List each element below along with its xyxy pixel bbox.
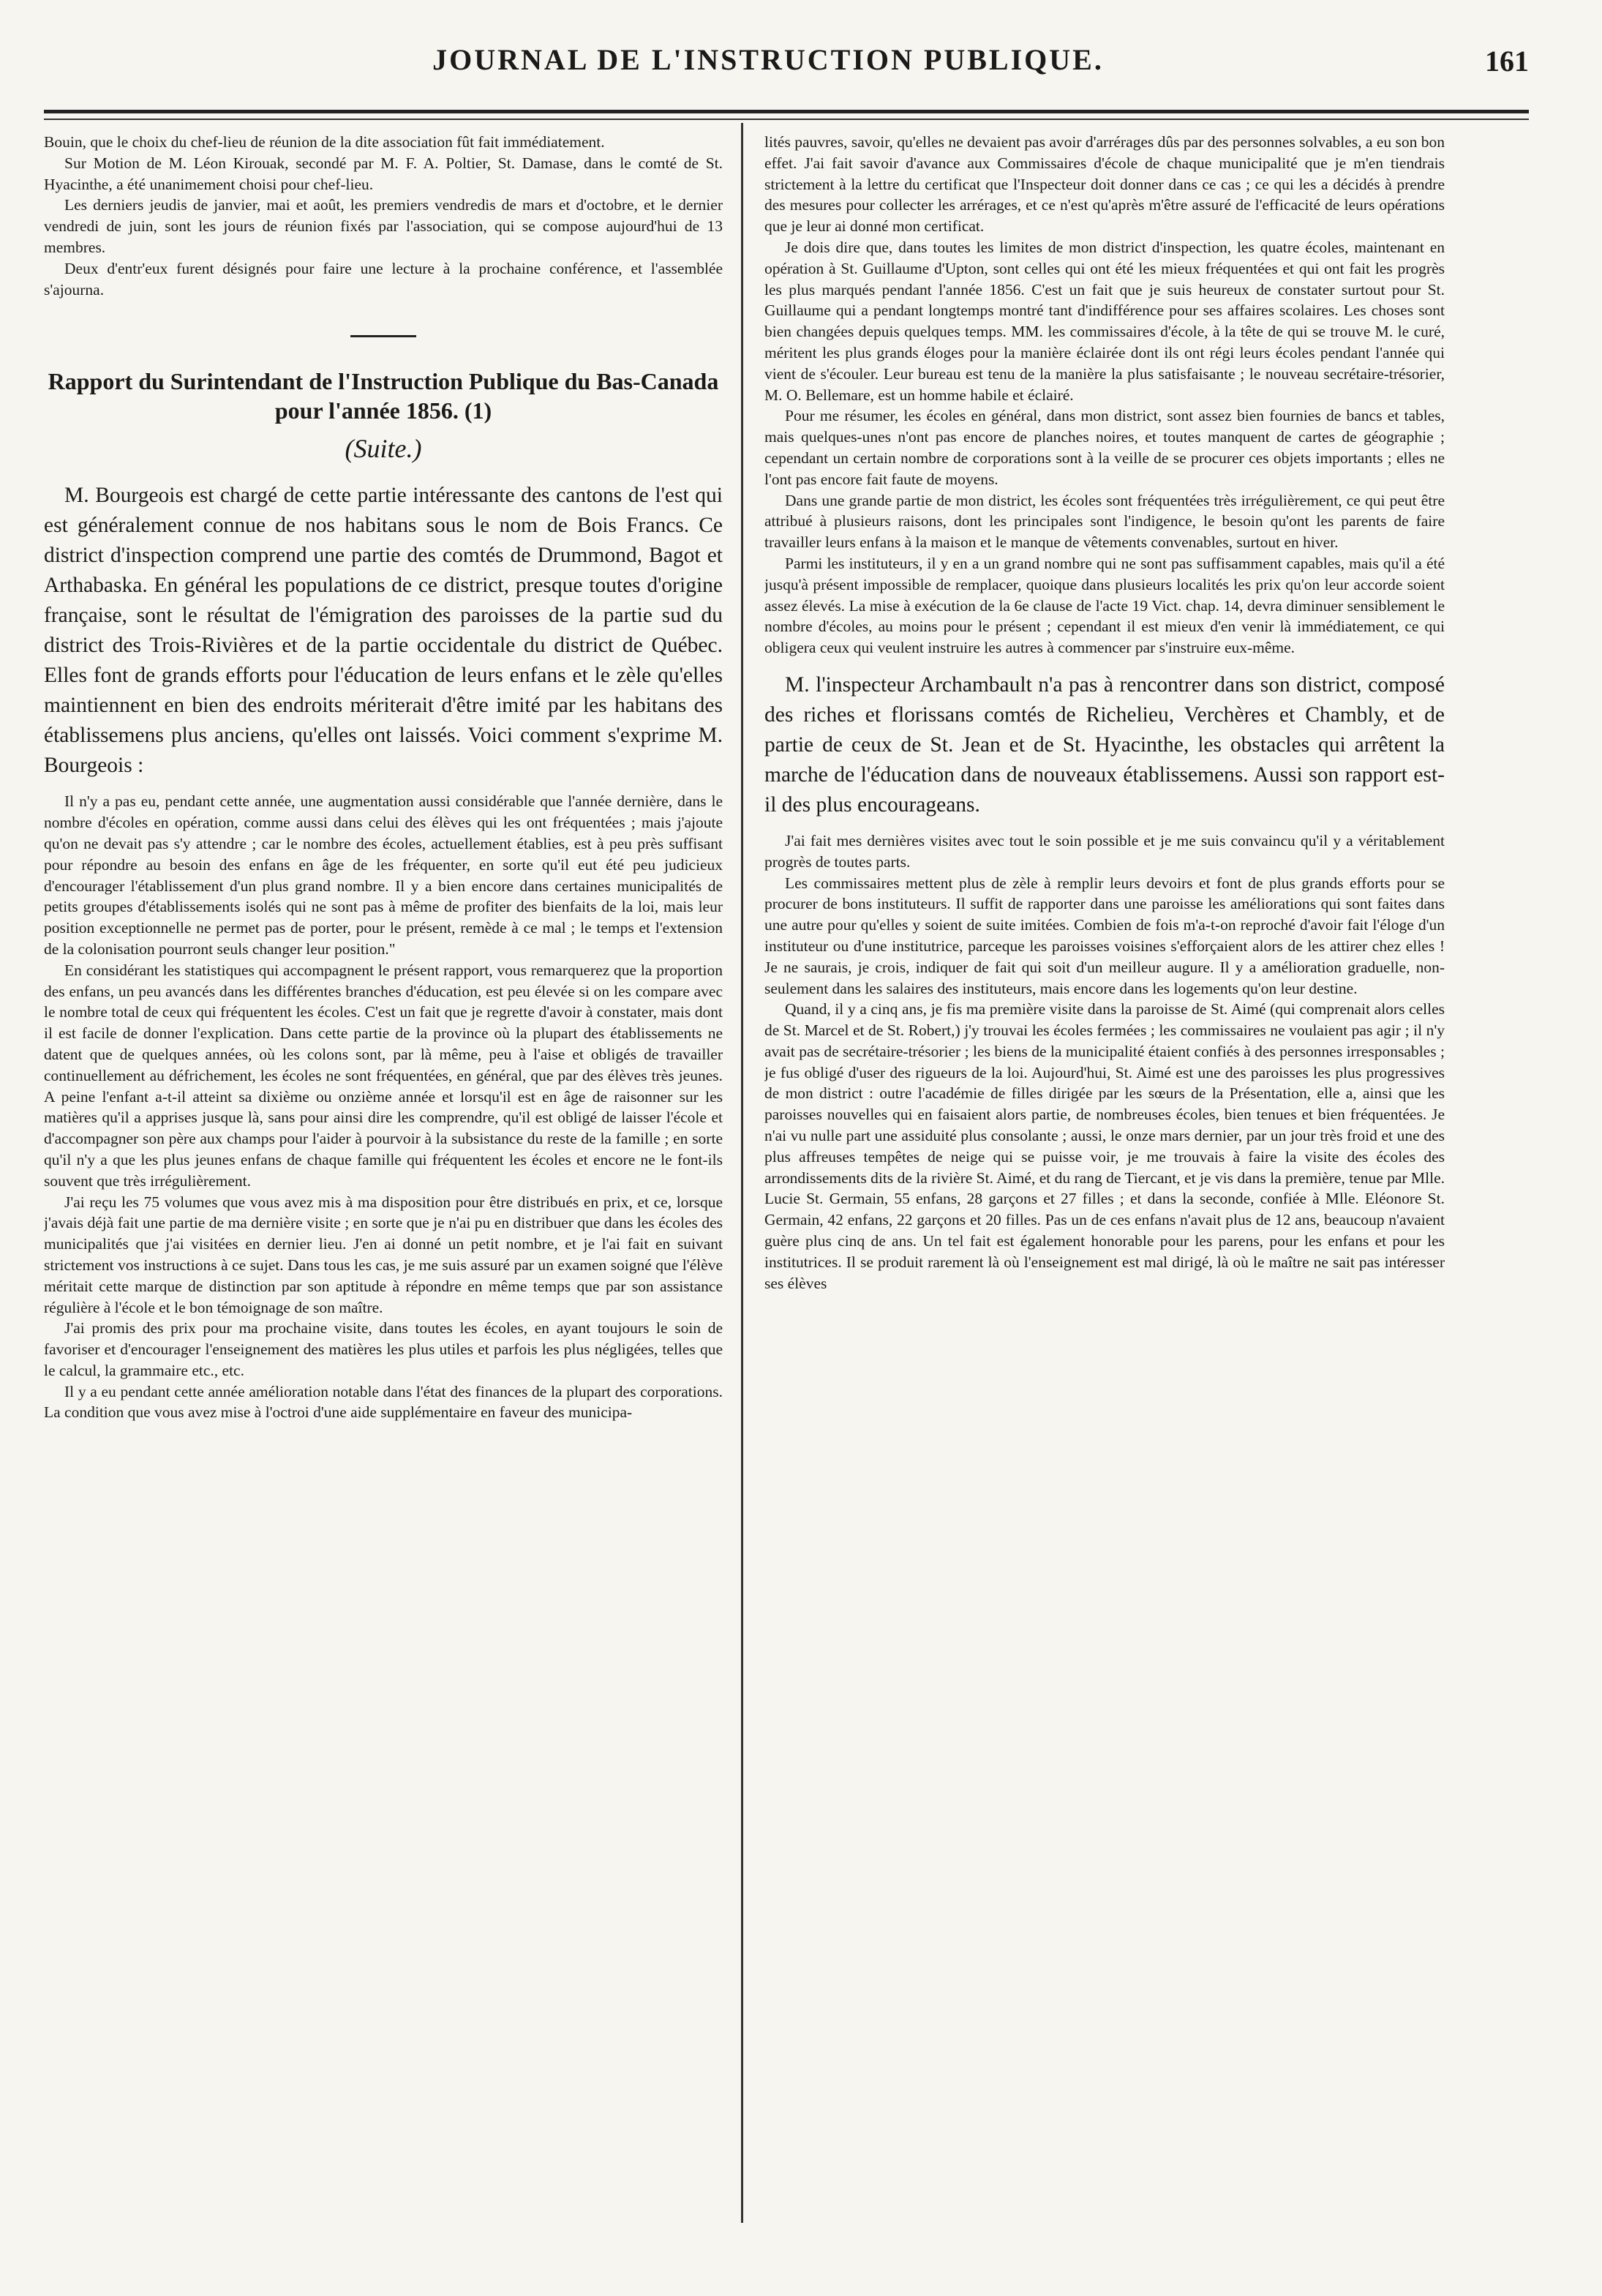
paragraph: Pour me résumer, les écoles en général, dans mon district, sont assez bien fournies de bancs et tables, mais quelques-unes n'ont pas encore de planches noires, et toutes manquent de cartes de géographie ; cependant un certain nombre de corporations sont à la veille de se procurer ces objets importants ; elles ne l'ont pas encore fait faute de moyens. xyxy=(764,407,1445,488)
paragraph: Parmi les instituteurs, il y en a un grand nombre qui ne sont pas suffisamment capables, mais qu'il a été jusqu'à présent impossible de remplacer, quoique dans plusieurs localités les prix qu'on leur accorde soient assez élevés. La mise à exécution de la 6e clause de l'acte 19 Vict. chap. 14, devra diminuer sensiblement le nombre d'écoles, au moins pour le présent ; cependant il est mieux d'en venir là immédiatement, ce qui obligera ceux qui veulent instruire les autres à commencer par s'instruire eux-même. xyxy=(764,554,1445,657)
quoted-paragraph: Les commissaires mettent plus de zèle à remplir leurs devoirs et font de plus grands efforts pour se procurer de bons instituteurs. Il suffit de rapporter dans une paroisse les améliorations qui sont faites dans une autre pour qu'elles y soient de suite imitées. Combien de fois m'a-t-on reproché d'avoir fait l'éloge d'un instituteur ou d'une institutrice, parceque les paroisses voisines s'efforçaient alors de les attirer chez elles ! Je ne saurais, je crois, indiquer de fait qui soit d'un meilleur augure. Il y a amélioration graduelle, non-seulement dans les salaires des instituteurs, mais encore dans les logements qu'on leur destine. xyxy=(764,874,1445,997)
paragraph: Les derniers jeudis de janvier, mai et août, les premiers vendredis de mars et d'octobre, et le dernier vendredi de juin, sont les jours de réunion fixés par l'association, qui se compose aujourd'hui de 13 membres. xyxy=(44,196,723,256)
report-suite: (Suite.) xyxy=(345,434,422,464)
paragraph: lités pauvres, savoir, qu'elles ne devaient pas avoir d'arrérages dûs par des personnes solvables, a eu son bon effet. J'ai fait savoir d'avance aux Commissaires d'école de chaque municipalité que je m'en tiendrais strictement à la lettre du certificat que l'Inspecteur doit donner dans ce cas ; ce qui les a décidés à prendre des mesures pour collecter les arrérages, et ce n'est qu'après m'être assuré de l'efficacité de leurs opérations que je leur ai donné mon certificat. xyxy=(764,133,1445,236)
paragraph: Dans une grande partie de mon district, les écoles sont fréquentées très irrégulièrement, ce qui peut être attribué à plusieurs raisons, dont les principales sont l'indigence, le besoin qu'ont les parents de faire travailler leurs enfans à la maison et le manque de vêtements convenables, surtout en hiver. xyxy=(764,491,1445,552)
page-number: 161 xyxy=(1485,45,1529,78)
header-rule-thin xyxy=(44,119,1529,120)
running-head xyxy=(110,42,1536,86)
right-column xyxy=(764,132,1445,2224)
report-heading: Rapport du Surintendant de l'Instruction Publique du Bas-Canada pour l'année 1856. (1) xyxy=(48,368,719,424)
paragraph: Bouin, que le choix du chef-lieu de réunion de la dite association fût fait immédiatement. xyxy=(44,133,605,151)
quoted-paragraph: Il n'y a pas eu, pendant cette année, une augmentation aussi considérable que l'année dernière, dans le nombre d'écoles en opération, comme aussi dans celui des élèves qui les ont fréquentées ; mais j'ajoute qu'on ne devait pas s'y attendre ; car le nombre des écoles, actuellement établies, est à peu près suffisant pour répondre au besoin des enfans en âge de les fréquenter, en sorte qu'il eut été peu judicieux d'encourager l'établissement d'un plus grand nombre. Il y a bien encore dans certaines municipalités de petits groupes d'établissements isolés qui ne sont pas à même de profiter des bienfaits de la loi, mais leur position exceptionnelle ne permet pas de porter, pour le présent, remède à ce mal ; le temps et l'extension de la colonisation pourront seuls changer leur position." xyxy=(44,792,723,958)
paragraph: Deux d'entr'eux furent désignés pour faire une lecture à la prochaine conférence, et l'assemblée s'ajourna. xyxy=(44,259,723,299)
quoted-paragraph: Quand, il y a cinq ans, je fis ma première visite dans la paroisse de St. Aimé (qui comprenait alors celles de St. Marcel et de St. Robert,) j'y trouvai les écoles fermées ; les commissaires ne voulaient pas agir ; il n'y avait pas de secrétaire-trésorier ; les biens de la municipalité étaient confiés à des personnes irresponsables ; je fus obligé d'user des rigueurs de la loi. Aujourd'hui, St. Aimé est une des paroisses les plus progressives de mon district : outre l'académie de filles dirigée par les sœurs de la Présentation, elle a, ainsi que les paroisses nouvelles qui en faisaient alors partie, de nombreuses écoles, bien tenues et bien fréquentées. Je n'ai vu nulle part une assiduité plus consolante ; aussi, le onze mars dernier, par un jour très froid et une des plus affreuses tempêtes de neige qui se puisse voir, je me trouvais à faire la visite des écoles des arrondissements dits de la rivière St. Aimé, et du rang de Tiercant, et je vis dans la première, tenue par Mlle. Lucie St. Germain, 55 enfans, 28 garçons et 27 filles ; et dans la seconde, confiée à Mlle. Eléonore St. Germain, 42 enfans, 22 garçons et 20 filles. Pas un de ces enfans n'avait plus de 12 ans, beaucoup n'avaient guère plus cinq de ans. Un tel fait est également honorable pour les parens, pour les enfans et pour les institutrices. Il se produit rarement là où l'enseignement est mal dirigé, là où le maître ne sait pas intéresser ses élèves xyxy=(764,1000,1445,1292)
column-divider xyxy=(741,123,743,2223)
section-separator xyxy=(350,335,416,337)
journal-title: JOURNAL DE L'INSTRUCTION PUBLIQUE. xyxy=(432,43,1104,76)
quoted-paragraph: Il y a eu pendant cette année amélioration notable dans l'état des finances de la plupart des corporations. La condition que vous avez mise à l'octroi d'une aide supplémentaire en faveur des municipa- xyxy=(44,1382,723,1422)
archambault-paragraph: M. l'inspecteur Archambault n'a pas à rencontrer dans son district, composé des riches et florissans comtés de Richelieu, Verchères et Chambly, et de partie de ceux de St. Jean et de St. Hyacinthe, les obstacles qui arrêtent la marche de l'éducation dans de nouveaux établissemens. Aussi son rapport est-il des plus encourageans. xyxy=(764,672,1445,817)
quoted-paragraph: J'ai reçu les 75 volumes que vous avez mis à ma disposition pour être distribués en prix, et ce, lorsque j'avais déjà fait une partie de ma dernière visite ; en sorte que je n'ai pu en distribuer que dans les écoles des municipalités que j'ai visitées en dernier lieu. J'en ai donné un petit nombre, et je l'ai fait en suivant strictement vos instructions à ce sujet. Dans tous les cas, je me suis assuré par un examen soigné que l'élève méritait cette marque de distinction par son aptitude à répondre en même temps que par son assistance régulière à l'école et le bon témoignage de son maître. xyxy=(44,1193,723,1316)
quoted-paragraph: J'ai promis des prix pour ma prochaine visite, dans toutes les écoles, en ayant toujours le soin de favoriser et d'encourager l'enseignement des matières les plus utiles et parfois les plus négligées, telles que le calcul, la grammaire etc., etc. xyxy=(44,1319,723,1379)
quoted-paragraph: J'ai fait mes dernières visites avec tout le soin possible et je me suis convaincu qu'il y a véritablement progrès de toutes parts. xyxy=(764,831,1445,871)
quoted-paragraph: En considérant les statistiques qui accompagnent le présent rapport, vous remarquerez que la proportion des enfans, un peu avancés dans les différentes branches d'éducation, est peu élevée si on les compare avec le nombre total de ceux qui fréquentent les écoles. C'est un fait que je regrette d'avoir à constater, mais dont il est facile de donner l'explication. Dans cette partie de la province où la plupart des établissements ne datent que de quelques années, où les colons sont, par là même, peu à l'aise et obligés de travailler continuellement au défrichement, les écoles ne sont fréquentées, en général, que par des élèves très jeunes. A peine l'enfant a-t-il atteint sa dixième ou onzième année et lorsqu'il est en âge de raisonner sur les matières qu'il a apprises jusque là, sans pour ainsi dire les comprendre, qu'il est obligé de laisser l'école et d'accompagner son père aux champs pour l'aider à pourvoir à la subsistance du reste de la famille ; en sorte qu'il n'y a que les plus jeunes enfans de chaque famille qui fréquentent les écoles et encore ne le font-ils souvent que très irrégulièrement. xyxy=(44,961,723,1190)
header-rule-thick xyxy=(44,110,1529,113)
paragraph: Je dois dire que, dans toutes les limites de mon district d'inspection, les quatre écoles, maintenant en opération à St. Guillaume d'Upton, sont celles qui ont été les mieux fréquentées et qui ont fait les progrès les plus marqués pendant l'année 1856. C'est un fait que je suis heureux de constater surtout pour St. Guillaume qui a pendant longtemps montré tant d'indifférence pour ses affaires scolaires. Les choses sont bien changées depuis quelques temps. MM. les commissaires d'école, à la tête de qui se trouve M. le curé, méritent les plus grands éloges pour la manière éclairée dont ils ont régi leurs écoles pendant l'année qui vient de s'écouler. Leur bureau est tenu de la manière la plus satisfaisante ; le nouveau secrétaire-trésorier, M. O. Bellemare, est un homme habile et éclairé. xyxy=(764,238,1445,404)
paragraph: Sur Motion de M. Léon Kirouak, secondé par M. F. A. Poltier, St. Damase, dans le comté de St. Hyacinthe, a été unanimement choisi pour chef-lieu. xyxy=(44,154,723,193)
left-column xyxy=(44,132,723,2224)
intro-paragraph: M. Bourgeois est chargé de cette partie intéressante des cantons de l'est qui est généralement connue de nos habitans sous le nom de Bois Francs. Ce district d'inspection comprend une partie des comtés de Drummond, Bagot et Arthabaska. En général les populations de ce district, presque toutes d'origine française, sont le résultat de l'émigration des paroisses de la partie sud du district des Trois-Rivières et de la partie occidentale du district de Québec. Elles font de grands efforts pour l'éducation de leurs enfans et le zèle qu'elles maintiennent en bien des endroits mériterait d'être imité par les habitans des établissemens plus anciens, qu'elles ont laissés. Voici comment s'exprime M. Bourgeois : xyxy=(44,484,723,778)
